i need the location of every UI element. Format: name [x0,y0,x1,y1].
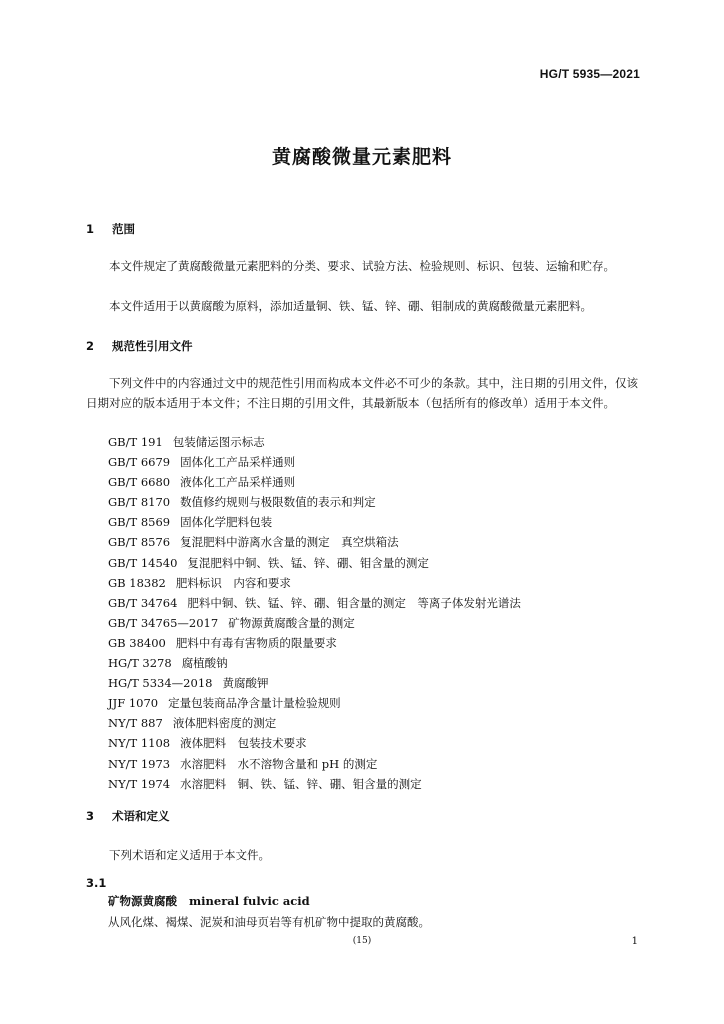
section-number: 1 [86,222,95,236]
reference-item [108,653,638,673]
reference-title: 数值修约规则与极限数值的表示和判定 [180,495,376,510]
reference-code: GB/T 8170 [108,495,171,510]
section-title: 术语和定义 [112,809,170,823]
reference-title: 固体化工产品采样通则 [180,455,296,470]
term-number: 3.1 [86,876,107,890]
reference-title: 复混肥料中铜、铁、锰、锌、硼、钼含量的测定 [187,555,429,570]
reference-title: 腐植酸钠 [181,656,228,671]
reference-code: GB/T 34764 [108,595,178,610]
reference-item [108,472,638,492]
reference-title: 肥料中有毒有害物质的限量要求 [175,635,337,650]
term-english: mineral fulvic acid [189,894,310,908]
references-intro: 下列文件中的内容通过文中的规范性引用而构成本文件必不可少的条款。其中，注日期的引用文件，仅该日期对应的版本适用于本文件；不注日期的引用文件，其最新版本（包括所有的修改单）适用于本文件。 [86,376,638,410]
standard-code: HG/T 5935—2021 [539,67,640,81]
reference-item [108,673,638,693]
reference-title: 液体化工产品采样通则 [180,475,296,490]
reference-code: GB/T 14540 [108,555,178,570]
reference-item [108,432,638,452]
reference-code: GB/T 191 [108,435,163,449]
section-title: 范围 [112,222,135,236]
reference-title: 肥料标识 内容和要求 [175,575,291,590]
reference-code: NY/T 1974 [108,776,171,791]
reference-item [108,774,638,794]
section-1-heading [86,221,135,237]
term-chinese: 矿物源黄腐酸 [108,894,177,908]
reference-item [108,593,638,613]
reference-code: NY/T 1973 [108,756,171,771]
reference-title: 定量包装商品净含量计量检验规则 [168,696,341,711]
reference-code: JJF 1070 [108,696,159,711]
reference-code: GB 38400 [108,635,166,650]
reference-title: 液体肥料密度的测定 [172,716,277,731]
section-2-heading [86,338,193,354]
reference-title: 液体肥料 包装技术要求 [180,736,307,751]
reference-title: 肥料中铜、铁、锰、锌、硼、钼含量的测定 等离子体发射光谱法 [187,595,521,610]
reference-code: NY/T 1108 [108,736,171,751]
section-title: 规范性引用文件 [112,339,193,353]
reference-code: GB/T 6679 [108,455,171,470]
section-3-heading [86,808,170,824]
reference-title: 水溶肥料 水不溶物含量和 pH 的测定 [180,756,378,771]
reference-title: 包装储运图示标志 [172,435,265,449]
reference-title: 复混肥料中游离水含量的测定 真空烘箱法 [180,535,399,550]
terms-intro: 下列术语和定义适用于本文件。 [109,848,270,862]
reference-title: 矿物源黄腐酸含量的测定 [228,615,355,630]
reference-code: GB 18382 [108,575,166,590]
reference-item [108,512,638,532]
reference-item [108,693,638,713]
reference-item [108,713,638,733]
section-number: 2 [86,339,95,353]
reference-code: GB/T 8569 [108,515,171,530]
reference-code: HG/T 3278 [108,656,172,671]
document-title: 黄腐酸微量元素肥料 [271,146,452,168]
reference-code: GB/T 34765—2017 [108,615,219,630]
reference-list [108,432,638,794]
term-heading [108,893,310,909]
scope-paragraph-1: 本文件规定了黄腐酸微量元素肥料的分类、要求、试验方法、检验规则、标识、包装、运输和贮存。 [109,259,615,273]
reference-code: HG/T 5334—2018 [108,676,213,691]
reference-item [108,553,638,573]
reference-item [108,633,638,653]
page-mark: (15) [352,936,372,946]
term-definition: 从风化煤、褐煤、泥炭和油母页岩等有机矿物中提取的黄腐酸。 [108,915,430,929]
page-number: 1 [631,936,638,947]
reference-title: 水溶肥料 铜、铁、锰、锌、硼、钼含量的测定 [180,776,422,791]
reference-code: NY/T 887 [108,716,163,731]
reference-item [108,754,638,774]
reference-item [108,532,638,552]
reference-item [108,613,638,633]
reference-title: 黄腐酸钾 [222,676,269,691]
reference-item [108,573,638,593]
section-number: 3 [86,809,95,823]
reference-item [108,452,638,472]
reference-code: GB/T 8576 [108,535,171,550]
reference-item [108,492,638,512]
reference-code: GB/T 6680 [108,475,171,490]
reference-title: 固体化学肥料包装 [180,515,273,530]
scope-paragraph-2: 本文件适用于以黄腐酸为原料，添加适量铜、铁、锰、锌、硼、钼制成的黄腐酸微量元素肥料。 [109,299,592,313]
reference-item [108,733,638,753]
